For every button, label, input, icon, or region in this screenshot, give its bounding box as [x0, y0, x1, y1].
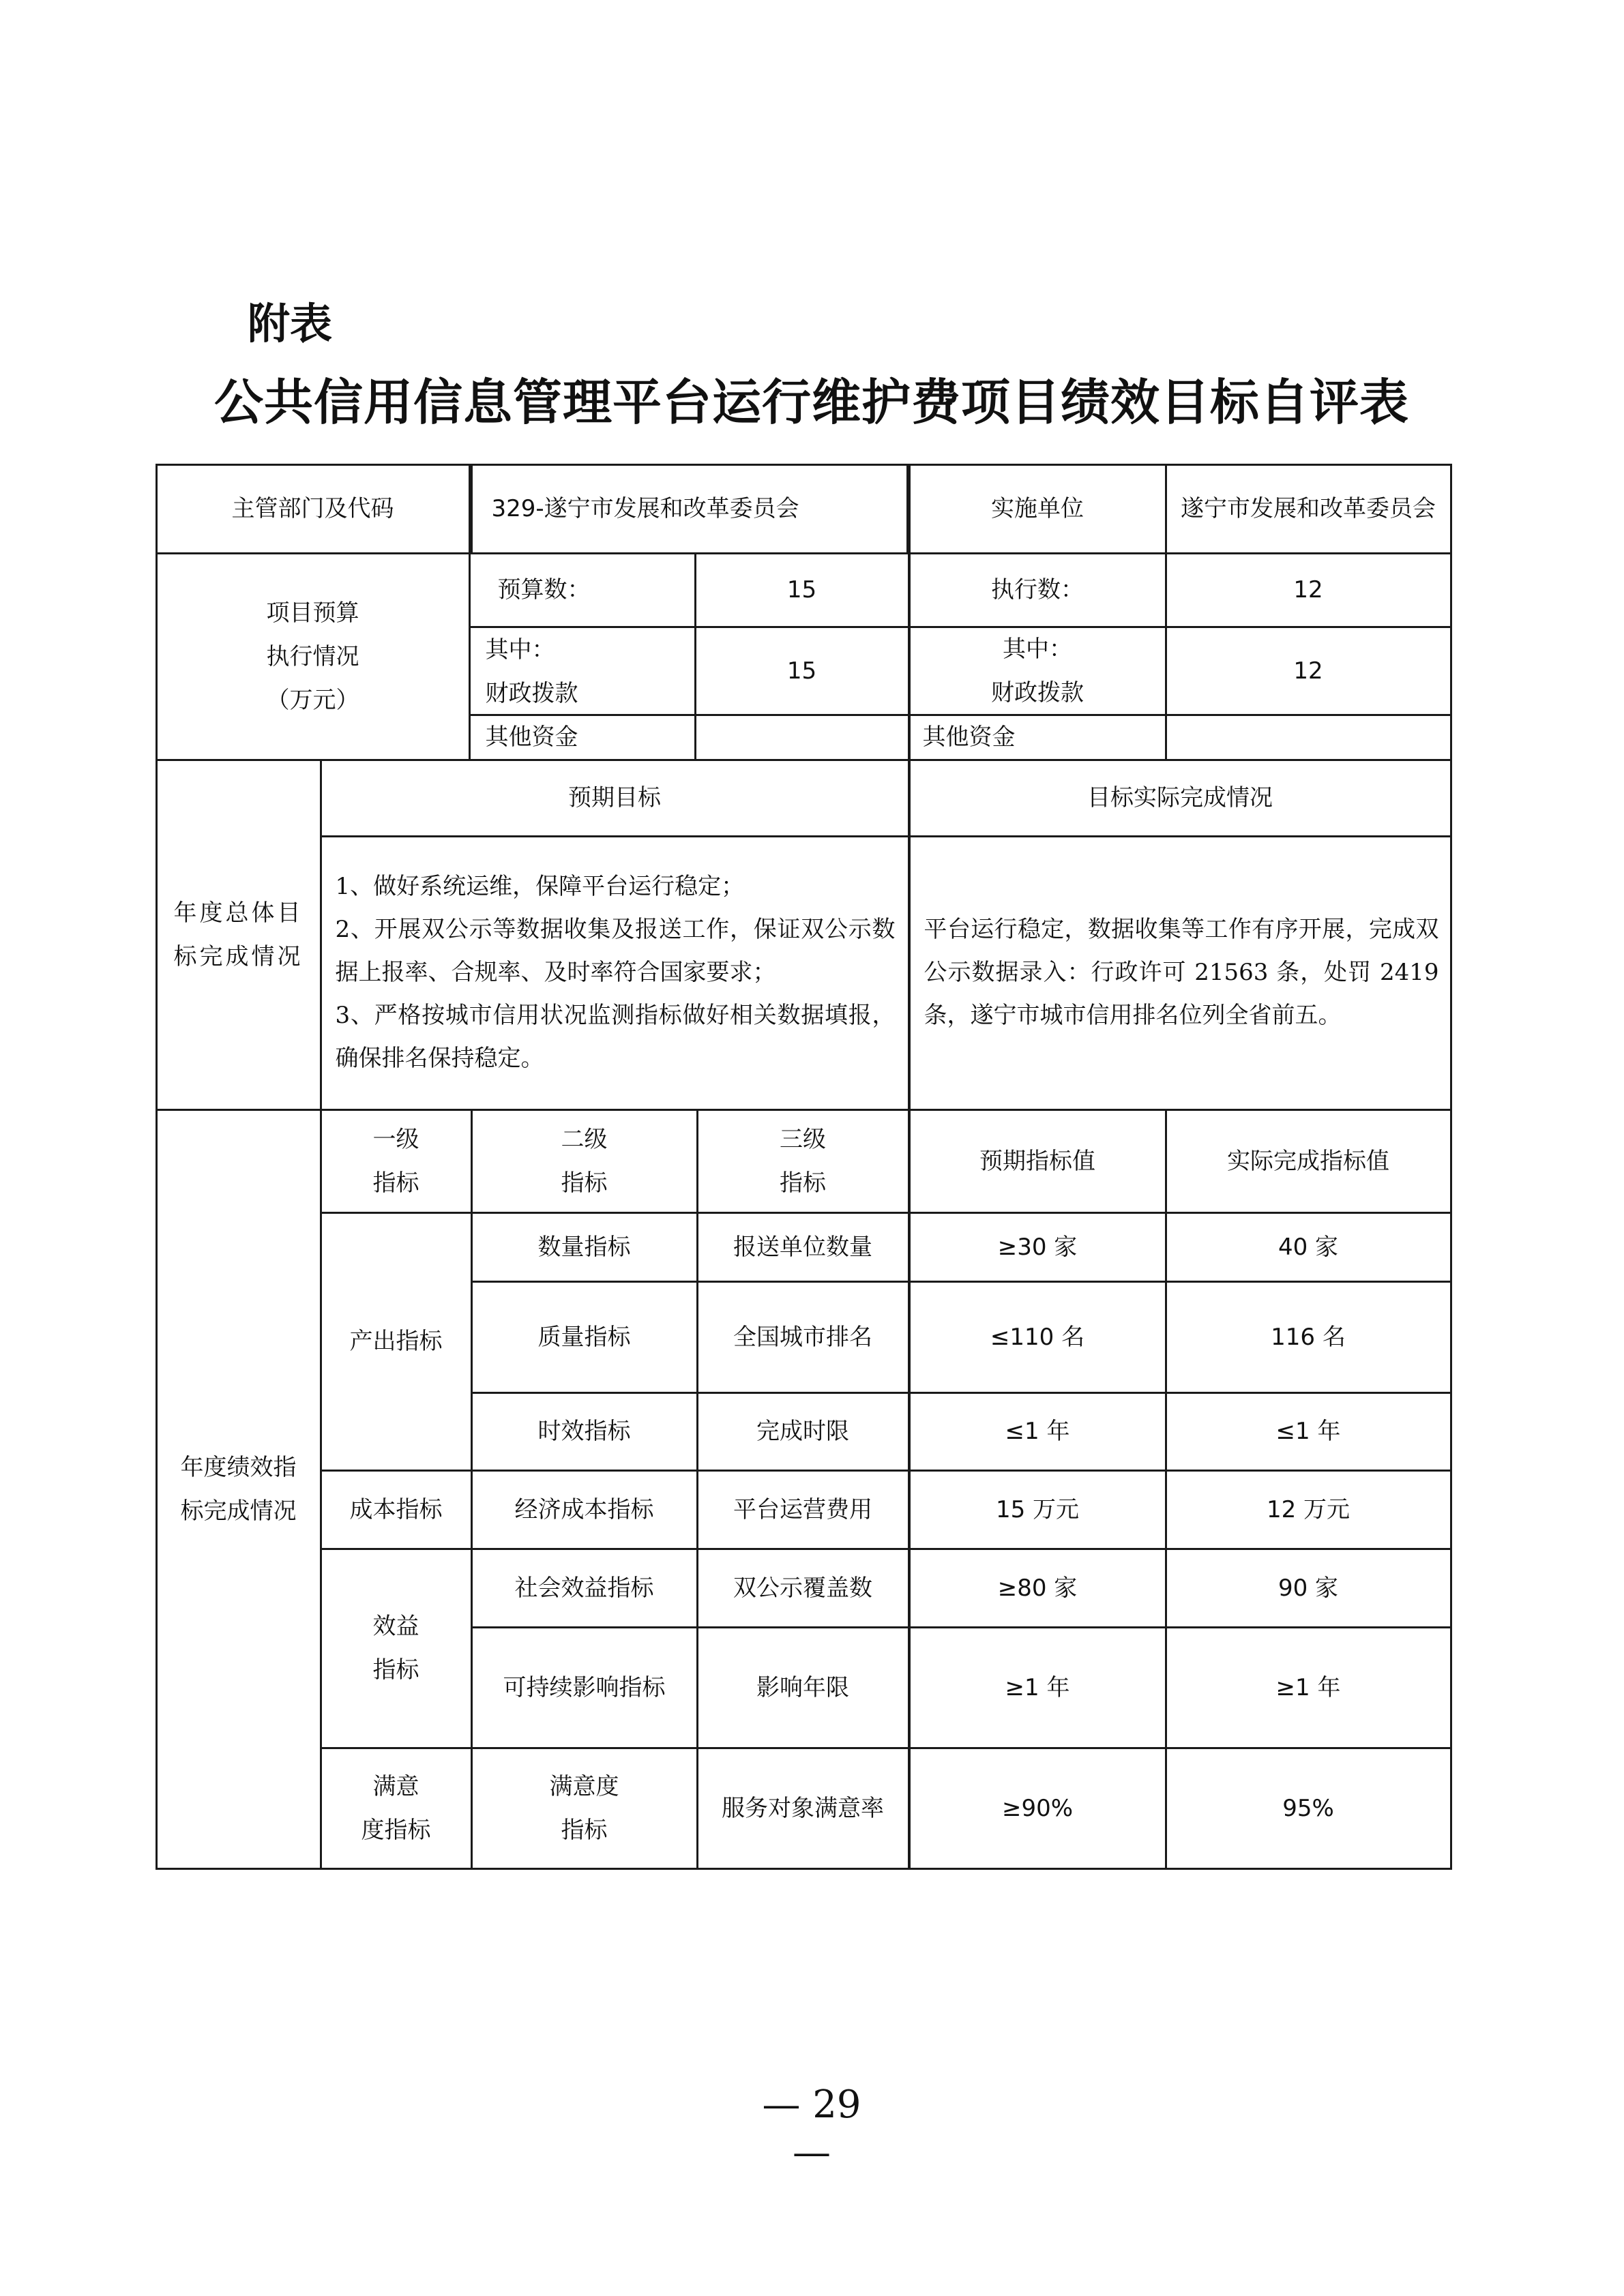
expected-goal-item: 3、严格按城市信用状况监测指标做好相关数据填报，确保排名保持稳定。 — [335, 1002, 896, 1072]
level3-text: 影响年限 — [756, 1673, 849, 1701]
dept-label: 主管部门及代码 — [231, 495, 394, 522]
level3-text: 全国城市排名 — [733, 1323, 872, 1351]
level2-text: 时效指标 — [537, 1418, 631, 1445]
indicator-row-3-level2 — [471, 1470, 698, 1550]
level3-text: 报送单位数量 — [733, 1233, 872, 1261]
budget-label: 预算数： — [497, 576, 591, 603]
other-exec-label-cell — [909, 714, 1167, 761]
expected-value: ≥80 家 — [997, 1574, 1078, 1602]
indicator-row-4-expected — [909, 1548, 1167, 1628]
indicator-row-3-level3 — [696, 1470, 910, 1550]
actual-value: 116 名 — [1271, 1323, 1346, 1351]
fiscal-label-line1: 其中： — [485, 636, 555, 664]
level3-text: 完成时限 — [756, 1418, 849, 1445]
indicator-row-5-actual — [1165, 1626, 1452, 1749]
expected-goal-header: 预期目标 — [568, 784, 661, 811]
header-expected: 预期指标值 — [979, 1147, 1095, 1175]
indicator-row-4-level2 — [471, 1548, 698, 1628]
exec-label-cell — [909, 552, 1167, 628]
indicator-row-4-actual — [1165, 1548, 1452, 1628]
level2-text: 可持续影响指标 — [503, 1673, 666, 1701]
indicator-row-0-level3 — [696, 1212, 910, 1283]
fiscal-label-cell — [469, 626, 696, 716]
indicator-row-3-actual — [1165, 1470, 1452, 1550]
group-output-cell — [320, 1212, 473, 1472]
level3-text: 平台运营费用 — [733, 1495, 872, 1523]
other-exec-value-cell — [1165, 714, 1452, 761]
expected-goal-item: 1、做好系统运维，保障平台运行稳定； — [335, 873, 745, 900]
budget-section-label-line3: （万元） — [266, 686, 359, 714]
budget-value: 15 — [786, 576, 817, 603]
header-level3-cell — [696, 1109, 910, 1214]
expected-value: 15 万元 — [995, 1495, 1080, 1523]
actual-value: ≥1 年 — [1275, 1673, 1341, 1701]
header-level1-line2: 指标 — [372, 1169, 419, 1197]
dept-value: 329-遂宁市发展和改革委员会 — [491, 495, 799, 522]
performance-table — [156, 464, 1451, 1870]
other-label: 其他资金 — [485, 724, 578, 751]
dept-label-cell — [156, 464, 471, 554]
other-exec-label: 其他资金 — [922, 724, 1016, 751]
indicator-row-1-actual — [1165, 1281, 1452, 1394]
level2-text: 数量指标 — [537, 1233, 631, 1261]
exec-value: 12 — [1293, 576, 1323, 603]
fiscal-exec-label-cell — [909, 626, 1167, 716]
level2-text-line2: 指标 — [561, 1816, 608, 1844]
page-number: — 29 — — [762, 2083, 861, 2175]
indicator-row-4-level3 — [696, 1548, 910, 1628]
group-cost-label: 成本指标 — [349, 1495, 443, 1523]
actual-value: ≤1 年 — [1275, 1418, 1341, 1445]
annual-goal-label: 年度总体目标完成情况 — [173, 899, 304, 970]
group-satisfaction-label-line1: 满意 — [372, 1772, 419, 1800]
expected-value: ≤1 年 — [1005, 1418, 1070, 1445]
budget-section-label-cell — [156, 552, 471, 761]
expected-goal-item: 2、开展双公示等数据收集及报送工作，保证双公示数据上报率、合规率、及时率符合国家要求； — [335, 916, 896, 986]
indicators-label-cell — [156, 1109, 322, 1870]
indicator-row-2-expected — [909, 1392, 1167, 1472]
header-level2-line2: 指标 — [561, 1169, 608, 1197]
header-actual: 实际完成指标值 — [1227, 1147, 1389, 1175]
other-label-cell — [469, 714, 696, 761]
actual-goal-content-cell — [909, 835, 1452, 1111]
indicator-row-5-level2 — [471, 1626, 698, 1749]
group-output-label: 产出指标 — [349, 1328, 443, 1355]
expected-goal-header-cell — [320, 759, 910, 837]
fiscal-exec-label-line2: 财政拨款 — [991, 679, 1084, 706]
indicator-row-2-level2 — [471, 1392, 698, 1472]
expected-value: ≤110 名 — [990, 1323, 1085, 1351]
budget-label-cell — [469, 552, 696, 628]
group-satisfaction-cell — [320, 1747, 473, 1870]
header-actual-cell — [1165, 1109, 1452, 1214]
indicator-row-2-level3 — [696, 1392, 910, 1472]
actual-goal-header-cell — [909, 759, 1452, 837]
fiscal-budget-value: 15 — [786, 657, 817, 685]
level2-text-line1: 满意度 — [549, 1772, 619, 1800]
appendix-label: 附表 — [248, 299, 333, 348]
fiscal-label-line2: 财政拨款 — [485, 679, 578, 707]
header-level3-line1: 三级 — [780, 1125, 826, 1153]
indicator-row-0-level2 — [471, 1212, 698, 1283]
level3-text: 双公示覆盖数 — [733, 1574, 872, 1602]
actual-value: 40 家 — [1278, 1233, 1339, 1261]
expected-value: ≥1 年 — [1005, 1673, 1070, 1701]
header-level2-line1: 二级 — [561, 1125, 608, 1153]
indicator-row-0-actual — [1165, 1212, 1452, 1283]
level3-text: 服务对象满意率 — [722, 1794, 884, 1822]
budget-value-cell — [694, 552, 910, 628]
actual-value: 12 万元 — [1266, 1495, 1350, 1523]
expected-goal-content-cell — [320, 835, 910, 1111]
group-cost-cell — [320, 1470, 473, 1550]
header-level2-cell — [471, 1109, 698, 1214]
expected-value: ≥30 家 — [997, 1233, 1078, 1261]
impl-label-cell — [909, 464, 1167, 554]
indicator-row-5-expected — [909, 1626, 1167, 1749]
fiscal-exec-label-line1: 其中： — [1003, 635, 1072, 663]
impl-label: 实施单位 — [991, 495, 1084, 522]
group-benefit-label-line1: 效益 — [372, 1613, 419, 1640]
header-level1-line1: 一级 — [372, 1125, 419, 1153]
exec-label: 执行数： — [991, 576, 1084, 603]
level2-text: 社会效益指标 — [514, 1574, 654, 1602]
level2-text: 经济成本指标 — [514, 1495, 654, 1523]
indicator-row-0-expected — [909, 1212, 1167, 1283]
document-title: 公共信用信息管理平台运行维护费项目绩效目标自评表 — [213, 373, 1409, 431]
group-benefit-cell — [320, 1548, 473, 1749]
indicator-row-6-expected — [909, 1747, 1167, 1870]
group-satisfaction-label-line2: 度指标 — [361, 1816, 431, 1844]
indicator-row-6-level2 — [471, 1747, 698, 1870]
level2-text: 质量指标 — [537, 1323, 631, 1351]
indicator-row-1-level2 — [471, 1281, 698, 1394]
indicator-row-1-level3 — [696, 1281, 910, 1394]
expected-goal-list — [336, 865, 896, 1080]
fiscal-budget-value-cell — [694, 626, 910, 716]
exec-value-cell — [1165, 552, 1452, 628]
header-expected-cell — [909, 1109, 1167, 1214]
actual-goal-header: 目标实际完成情况 — [1087, 784, 1273, 811]
fiscal-exec-value-cell — [1165, 626, 1452, 716]
other-budget-value-cell — [694, 714, 910, 761]
impl-value: 遂宁市发展和改革委员会 — [1181, 495, 1436, 522]
indicator-row-5-level3 — [696, 1626, 910, 1749]
indicator-row-1-expected — [909, 1281, 1167, 1394]
actual-value: 95% — [1282, 1794, 1334, 1822]
actual-value: 90 家 — [1278, 1574, 1339, 1602]
indicator-row-6-level3 — [696, 1747, 910, 1870]
dept-value-cell — [471, 464, 909, 554]
indicator-row-6-actual — [1165, 1747, 1452, 1870]
indicators-label: 年度绩效指标完成情况 — [180, 1453, 297, 1525]
impl-value-cell — [1165, 464, 1452, 554]
group-benefit-label-line2: 指标 — [372, 1656, 419, 1684]
expected-value: ≥90% — [1001, 1794, 1074, 1822]
budget-section-label-line2: 执行情况 — [266, 642, 359, 670]
actual-goal-text: 平台运行稳定，数据收集等工作有序开展，完成双公示数据录入：行政许可 21563 条，处罚 2419 条，遂宁市城市信用排名位列全省前五。 — [924, 916, 1439, 1029]
fiscal-exec-value: 12 — [1293, 657, 1323, 685]
indicator-row-2-actual — [1165, 1392, 1452, 1472]
annual-goal-label-cell — [156, 759, 322, 1111]
header-level1-cell — [320, 1109, 473, 1214]
indicator-row-3-expected — [909, 1470, 1167, 1550]
header-level3-line2: 指标 — [780, 1169, 826, 1197]
budget-section-label-line1: 项目预算 — [266, 599, 359, 627]
